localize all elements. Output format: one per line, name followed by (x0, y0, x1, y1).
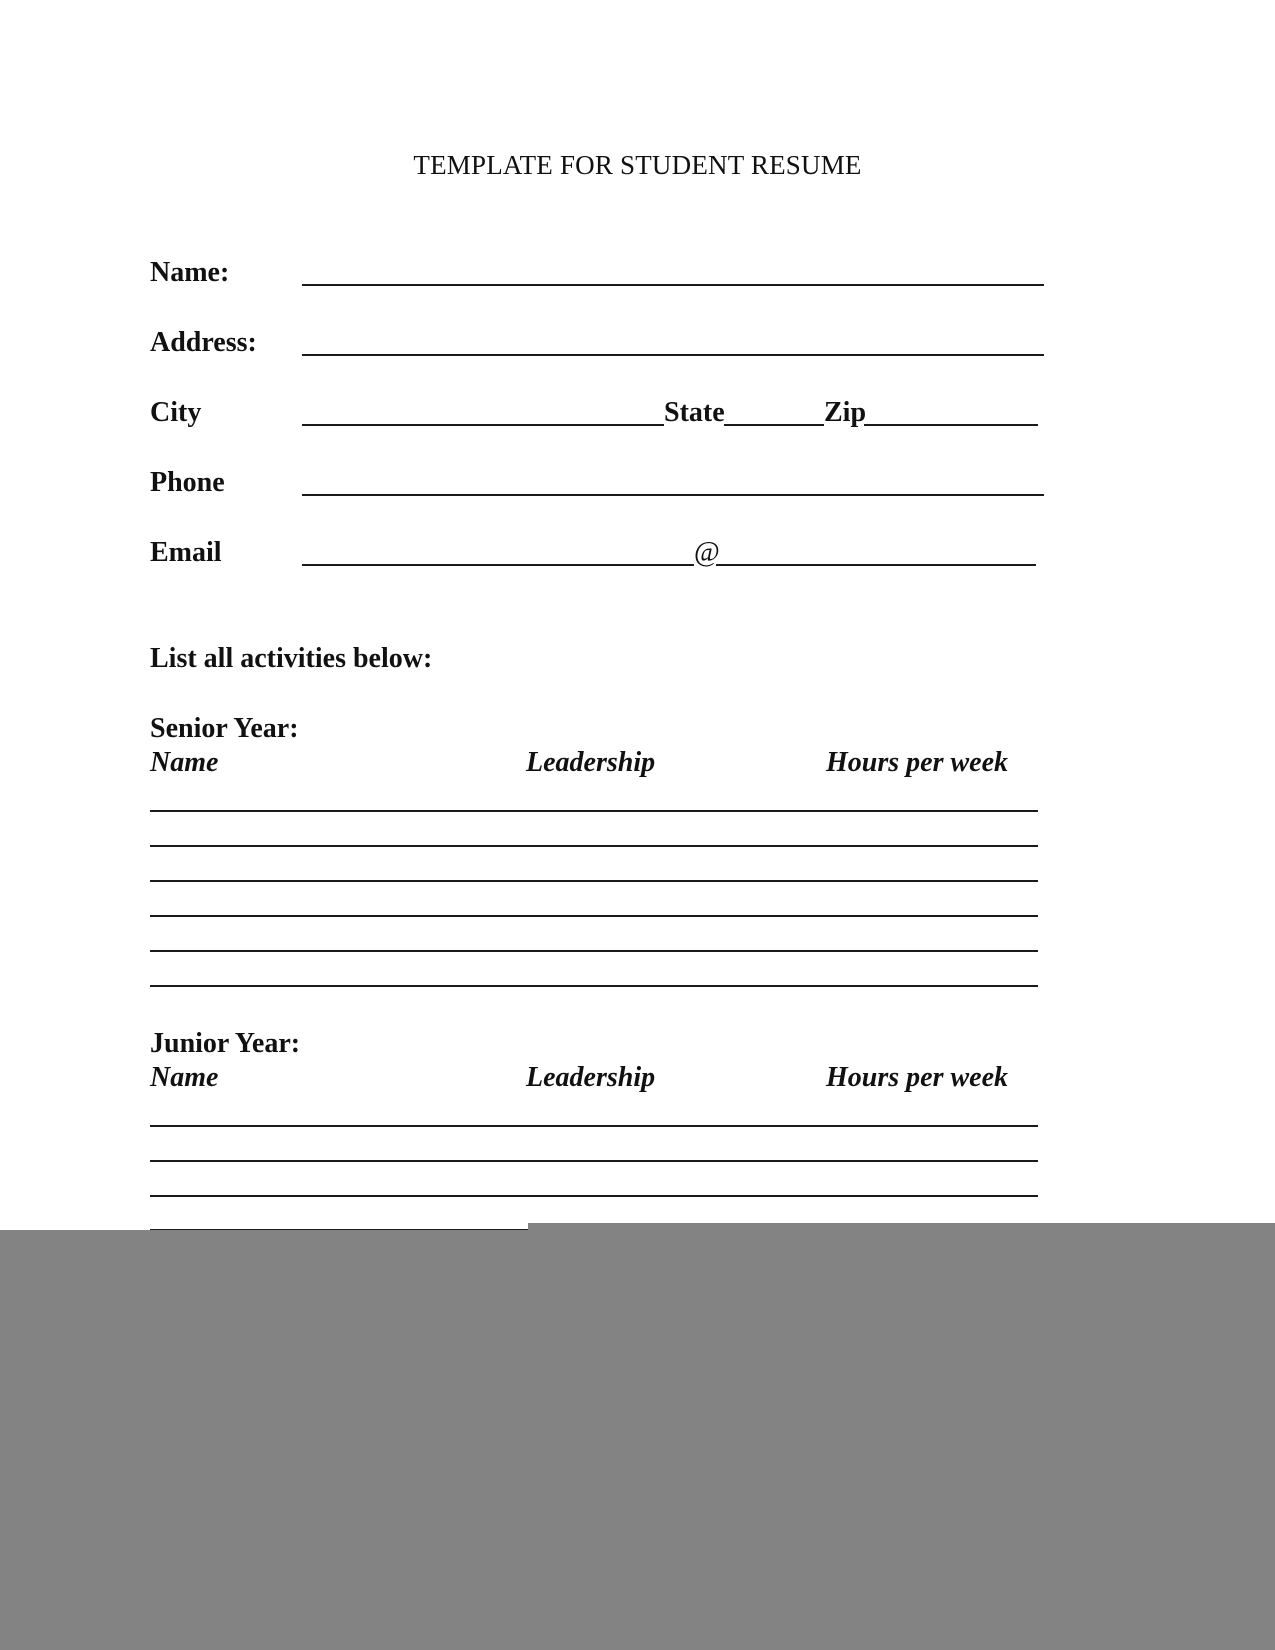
state-label: State (664, 397, 725, 428)
junior-activity-line[interactable] (150, 1195, 1038, 1197)
zip-label: Zip (824, 397, 867, 428)
junior-activity-line[interactable] (150, 1125, 1038, 1127)
senior-activity-line[interactable] (150, 950, 1038, 952)
senior-col-name: Name (150, 747, 219, 778)
phone-label: Phone (150, 467, 225, 498)
city-label: City (150, 397, 202, 428)
address-field-line[interactable] (302, 354, 1044, 356)
redaction-block (0, 1230, 1275, 1650)
senior-activity-line[interactable] (150, 810, 1038, 812)
senior-activity-line[interactable] (150, 985, 1038, 987)
email-user-field-line[interactable] (302, 564, 694, 566)
state-field-line[interactable] (724, 424, 824, 426)
name-label: Name: (150, 257, 230, 288)
junior-col-hours: Hours per week (826, 1062, 1008, 1093)
junior-col-name: Name (150, 1062, 219, 1093)
phone-field-line[interactable] (302, 494, 1044, 496)
email-at-sign: @ (694, 537, 720, 568)
zip-field-line[interactable] (864, 424, 1038, 426)
email-domain-field-line[interactable] (716, 564, 1036, 566)
senior-year-heading: Senior Year: (150, 713, 299, 744)
senior-activity-line[interactable] (150, 845, 1038, 847)
city-field-line[interactable] (302, 424, 664, 426)
senior-col-leadership: Leadership (526, 747, 656, 778)
address-label: Address: (150, 327, 257, 358)
senior-col-hours: Hours per week (826, 747, 1008, 778)
activities-intro: List all activities below: (150, 643, 433, 674)
junior-year-heading: Junior Year: (150, 1028, 301, 1059)
page-title: TEMPLATE FOR STUDENT RESUME (413, 150, 862, 180)
email-label: Email (150, 537, 222, 568)
senior-activity-line[interactable] (150, 880, 1038, 882)
junior-activity-line[interactable] (150, 1160, 1038, 1162)
name-field-line[interactable] (302, 284, 1044, 286)
senior-activity-line[interactable] (150, 915, 1038, 917)
junior-col-leadership: Leadership (526, 1062, 656, 1093)
